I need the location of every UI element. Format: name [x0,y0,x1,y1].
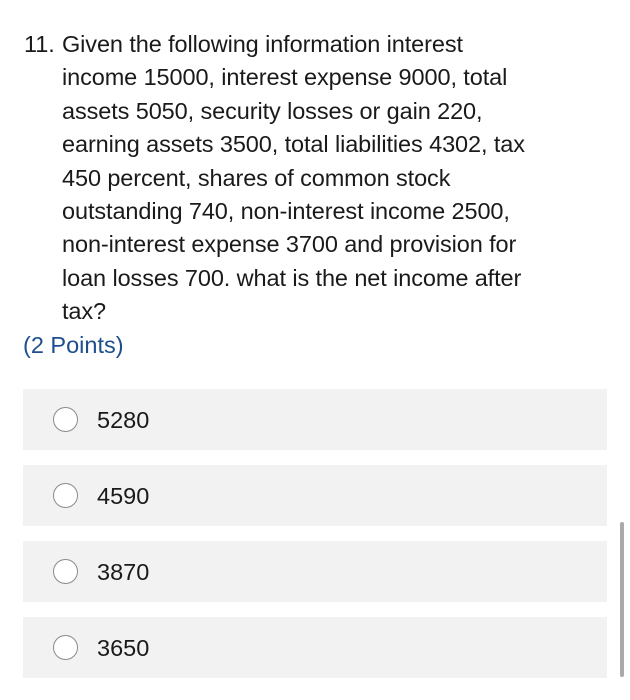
points-label: (2 Points) [23,332,124,358]
question-block [24,28,604,329]
radio-unchecked-icon[interactable] [53,407,78,432]
answer-option-3[interactable] [23,541,607,602]
answer-option-4[interactable] [23,617,607,678]
answer-option-label: 4590 [97,482,150,509]
answer-option-label: 5280 [97,406,150,433]
answer-option-1[interactable] [23,389,607,450]
question-text: Given the following information interest income 15000, interest expense 9000, total assets 5050, security losses or gain 220, earning assets 3500, total liabilities 4302, tax 450 percent, shares of common stock outstanding 740, non-interest income 2500, non-interest expense 3700 and provision for loan losses 700. what is the net income after tax? [62,31,525,325]
scrollbar[interactable] [620,522,624,677]
answer-option-label: 3650 [97,634,150,661]
radio-unchecked-icon[interactable] [53,635,78,660]
radio-unchecked-icon[interactable] [53,559,78,584]
question-number: 11. [24,31,55,57]
radio-unchecked-icon[interactable] [53,483,78,508]
answer-option-label: 3870 [97,558,150,585]
answer-option-2[interactable] [23,465,607,526]
